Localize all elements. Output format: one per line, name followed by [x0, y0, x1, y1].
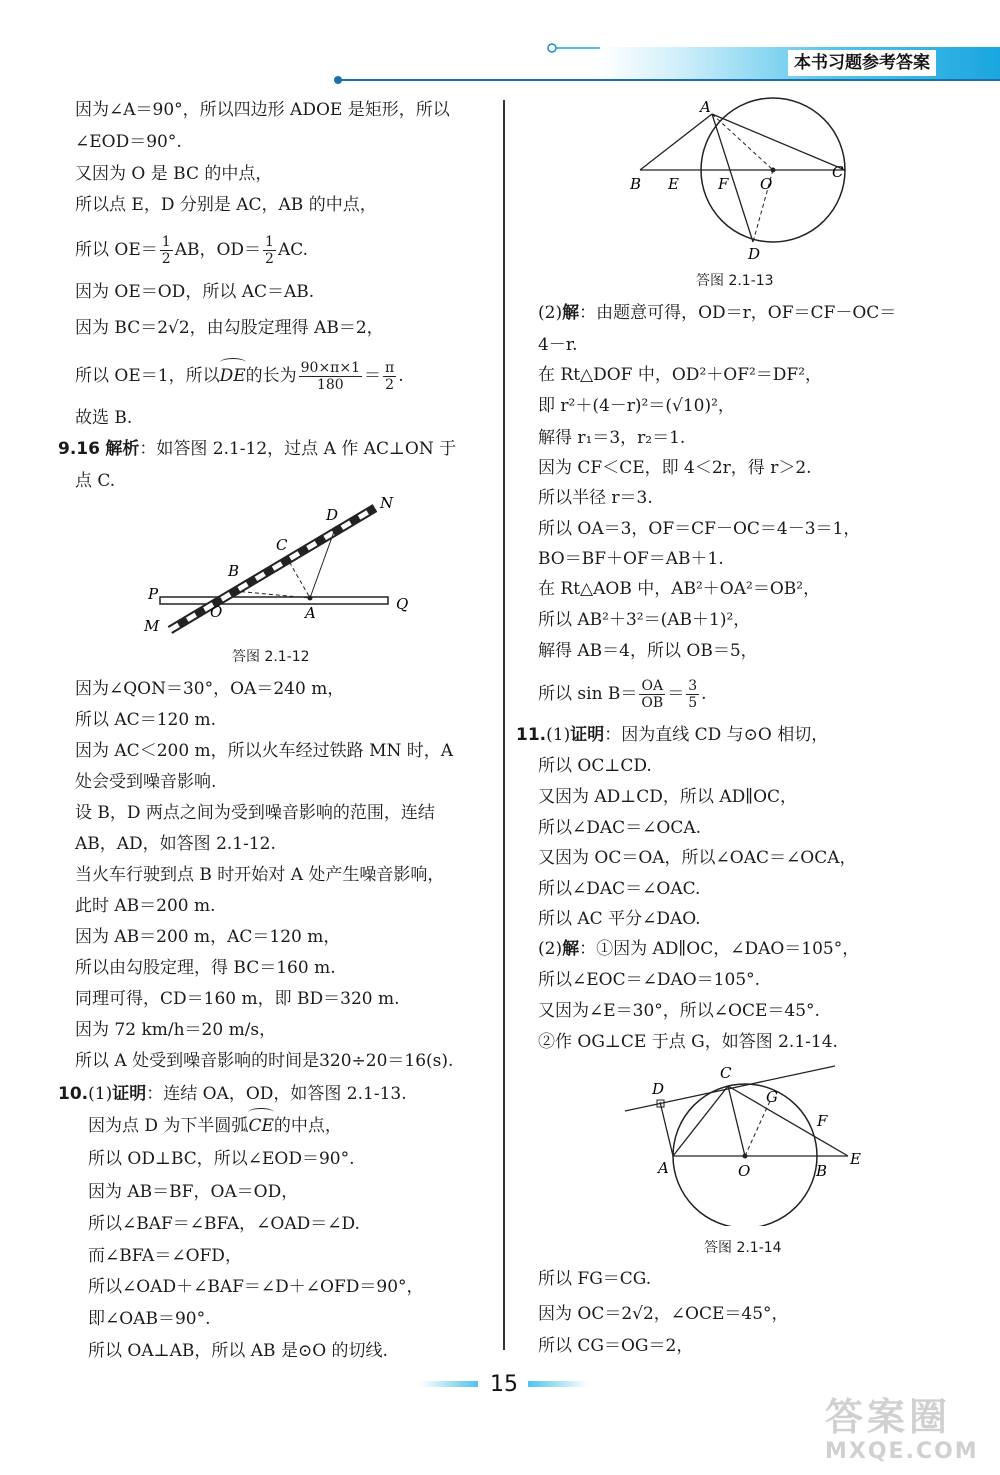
label-G: G [766, 1088, 778, 1106]
text-line: 因为 72 km/h＝20 m/s， [75, 1020, 277, 1040]
header-title: 本书习题参考答案 [788, 50, 936, 76]
figure-caption: 答图 2.1-14 [704, 1240, 782, 1256]
text: 因为点 D 为下半圆弧 [88, 1116, 249, 1136]
text-line: 设 B，D 两点之间为受到噪音影响的范围，连结 [75, 803, 435, 823]
text-line: 即∠OAB＝90°. [88, 1309, 211, 1329]
text: ：如答图 2.1-12，过点 A 作 AC⊥ON 于 [139, 439, 457, 459]
text-line: 又因为 OC＝OA，所以∠OAC＝∠OCA， [538, 848, 857, 868]
label-D: D [748, 245, 761, 263]
text-line: 此时 AB＝200 m. [75, 896, 216, 916]
question-10-line [58, 1082, 407, 1106]
text: AC. [277, 240, 309, 260]
part-label: (2) [538, 303, 563, 323]
question-number: 10. [58, 1084, 89, 1104]
text-line: 故选 B. [75, 408, 133, 428]
text-line: 所以点 E，D 分别是 AC，AB 的中点， [75, 195, 377, 215]
equation-line [75, 234, 308, 267]
text: ：由题意可得，OD＝r，OF＝CF－OC＝ [579, 303, 897, 323]
text-line: 所以∠BAF＝∠BFA，∠OAD＝∠D. [88, 1214, 360, 1234]
text: 的长为 [245, 366, 297, 386]
text-line: 所以∠DAC＝∠OAC. [538, 879, 701, 899]
proof-label: 证明 [570, 725, 605, 745]
label-F: F [817, 1112, 828, 1130]
text-line: 又因为 O 是 BC 的中点， [75, 164, 273, 184]
label-C: C [832, 163, 844, 181]
watermark-text: 答案圈 [825, 1395, 952, 1439]
text: . [398, 366, 404, 386]
text-line: 所以∠DAC＝∠OCA. [538, 818, 702, 838]
text: AB，OD＝ [174, 240, 262, 260]
text-line: 在 Rt△DOF 中，OD²＋OF²＝DF²， [538, 365, 823, 385]
text-line: 4－r. [538, 335, 578, 355]
label-D: D [652, 1080, 665, 1098]
equation-line [538, 678, 707, 711]
figure-2-1-12 [140, 494, 440, 644]
label-C: C [720, 1064, 732, 1082]
text-line: 解得 AB＝4，所以 OB＝5， [538, 641, 758, 661]
label-O: O [760, 175, 773, 193]
label-B: B [228, 562, 240, 580]
footer-decoration-right [528, 1381, 588, 1387]
text-line: 在 Rt△AOB 中，AB²＋OA²＝OB²， [538, 579, 821, 599]
text-line: ∠EOD＝90°. [75, 132, 182, 152]
text: . [701, 684, 707, 704]
text-line: 所以由勾股定理，得 BC＝160 m. [75, 958, 336, 978]
text-line: 所以 OC⊥CD. [538, 756, 652, 776]
column-divider [503, 100, 505, 1350]
question-number: 9.16 [58, 439, 100, 459]
text: 所以 sin B＝ [538, 684, 638, 704]
fraction: $\frac{3}{5}$ [688, 678, 698, 711]
equation-line [75, 360, 404, 393]
text: ＝ [667, 684, 685, 704]
text-line: 因为 OC＝2√2，∠OCE＝45°， [538, 1304, 789, 1324]
text-line: 所以 OA＝3，OF＝CF－OC＝4－3＝1， [538, 519, 861, 539]
text-line: 因为∠A＝90°，所以四边形 ADOE 是矩形，所以 [75, 100, 450, 120]
label-P: P [148, 585, 159, 603]
watermark-url: MXQE.COM [825, 1439, 979, 1464]
part-label: (1) [88, 1084, 113, 1104]
label-E: E [668, 175, 679, 193]
text-line: ②作 OG⊥CE 于点 G，如答图 2.1-14. [538, 1032, 838, 1052]
watermark [825, 1395, 995, 1475]
solution-label: 解 [562, 303, 580, 323]
text: ：因为直线 CD 与⊙O 相切， [604, 725, 829, 745]
text-line [538, 937, 859, 961]
text-line [88, 1114, 342, 1138]
page-header [0, 0, 1000, 90]
text-line: 所以 OA⊥AB，所以 AB 是⊙O 的切线. [88, 1341, 388, 1361]
fraction-half: $\frac{1}{2}$ [265, 234, 274, 267]
text-line: 处会受到噪音影响. [75, 772, 217, 792]
text: 的中点， [273, 1116, 342, 1136]
text-line: 所以 FG＝CG. [538, 1269, 652, 1289]
text-line: BO＝BF＋OF＝AB＋1. [538, 549, 724, 569]
text-line: 因为∠QON＝30°，OA＝240 m， [75, 679, 345, 699]
text-line: 解得 r₁＝3，r₂＝1. [538, 428, 686, 448]
fraction: $\frac{OA}{OB}$ [641, 678, 664, 711]
text-line: 因为 CF＜CE，即 4＜2r，得 r＞2. [538, 458, 812, 478]
solution-label: 解析 [105, 439, 140, 459]
text-line: 所以 AC 平分∠DAO. [538, 909, 701, 929]
text-line: AB，AD，如答图 2.1-12. [75, 834, 276, 854]
question-9-line [58, 437, 456, 461]
fraction: $\frac{\pi}{2}$ [385, 360, 395, 393]
arc-label: CE [248, 1114, 273, 1138]
solution-label: 解 [562, 939, 580, 959]
label-A: A [305, 604, 316, 622]
text: 所以 OE＝1，所以 [75, 366, 220, 386]
text-line: 所以 AB²＋3²＝(AB＋1)²， [538, 610, 751, 630]
text-line: 所以半径 r＝3. [538, 488, 653, 508]
fraction-half: $\frac{1}{2}$ [161, 234, 171, 267]
text-line: 而∠BFA＝∠OFD， [88, 1246, 242, 1266]
text-line [538, 301, 896, 325]
text-line: 因为 AC＜200 m，所以火车经过铁路 MN 时，A [75, 741, 454, 761]
figure-2-1-13 [620, 94, 860, 264]
label-O: O [210, 603, 223, 621]
text-line: 所以 CG＝OG＝2， [538, 1336, 694, 1356]
page-number: 15 [490, 1372, 518, 1397]
text: 所以 OE＝ [75, 240, 158, 260]
arc-label: DE [220, 364, 246, 388]
text-line: 当火车行驶到点 B 时开始对 A 处产生噪音影响， [75, 865, 445, 885]
text: ：连结 OA，OD，如答图 2.1-13. [146, 1084, 407, 1104]
text-line: 因为 AB＝BF，OA＝OD， [88, 1182, 299, 1202]
question-11-line [516, 723, 828, 747]
label-M: M [144, 617, 160, 635]
text-line: 因为 OE＝OD，所以 AC＝AB. [75, 282, 315, 302]
text: ：①因为 AD∥OC，∠DAO＝105°， [579, 939, 860, 959]
text-line: 所以 A 处受到噪音影响的时间是320÷20＝16(s). [75, 1051, 454, 1071]
figure-caption: 答图 2.1-12 [232, 649, 310, 665]
label-B: B [630, 175, 642, 193]
part-label: (1) [546, 725, 571, 745]
text-line: 即 r²＋(4－r)²＝(√10)²， [538, 396, 735, 416]
label-A: A [700, 98, 711, 116]
label-C: C [276, 536, 288, 554]
label-Q: Q [396, 595, 409, 613]
text-line: 又因为∠E＝30°，所以∠OCE＝45°. [538, 1001, 820, 1021]
label-O: O [738, 1162, 751, 1180]
question-number: 11. [516, 725, 547, 745]
footer-decoration-left [420, 1381, 478, 1387]
text-line: 因为 AB＝200 m，AC＝120 m， [75, 927, 341, 947]
figure-2-1-14 [620, 1056, 880, 1226]
label-F: F [718, 175, 729, 193]
text-line: 所以∠OAD＋∠BAF＝∠D＋∠OFD＝90°， [88, 1277, 424, 1297]
label-D: D [326, 506, 339, 524]
text-line: 所以∠EOC＝∠DAO＝105°. [538, 970, 761, 990]
text-line: 所以 AC＝120 m. [75, 710, 217, 730]
label-N: N [380, 494, 394, 512]
label-B: B [816, 1162, 828, 1180]
text-line: 又因为 AD⊥CD，所以 AD∥OC， [538, 787, 798, 807]
figure-caption: 答图 2.1-13 [696, 273, 774, 289]
text-line: 点 C. [75, 471, 116, 491]
part-label: (2) [538, 939, 563, 959]
label-E: E [850, 1150, 861, 1168]
text-line: 因为 BC＝2√2，由勾股定理得 AB＝2， [75, 318, 384, 338]
text: ＝ [364, 366, 382, 386]
label-A: A [658, 1159, 669, 1177]
text-line: 所以 OD⊥BC，所以∠EOD＝90°. [88, 1149, 355, 1169]
fraction: $\frac{90\times\pi\times 1}{180}$ [300, 360, 361, 393]
text-line: 同理可得，CD＝160 m，即 BD＝320 m. [75, 989, 400, 1009]
proof-label: 证明 [112, 1084, 147, 1104]
